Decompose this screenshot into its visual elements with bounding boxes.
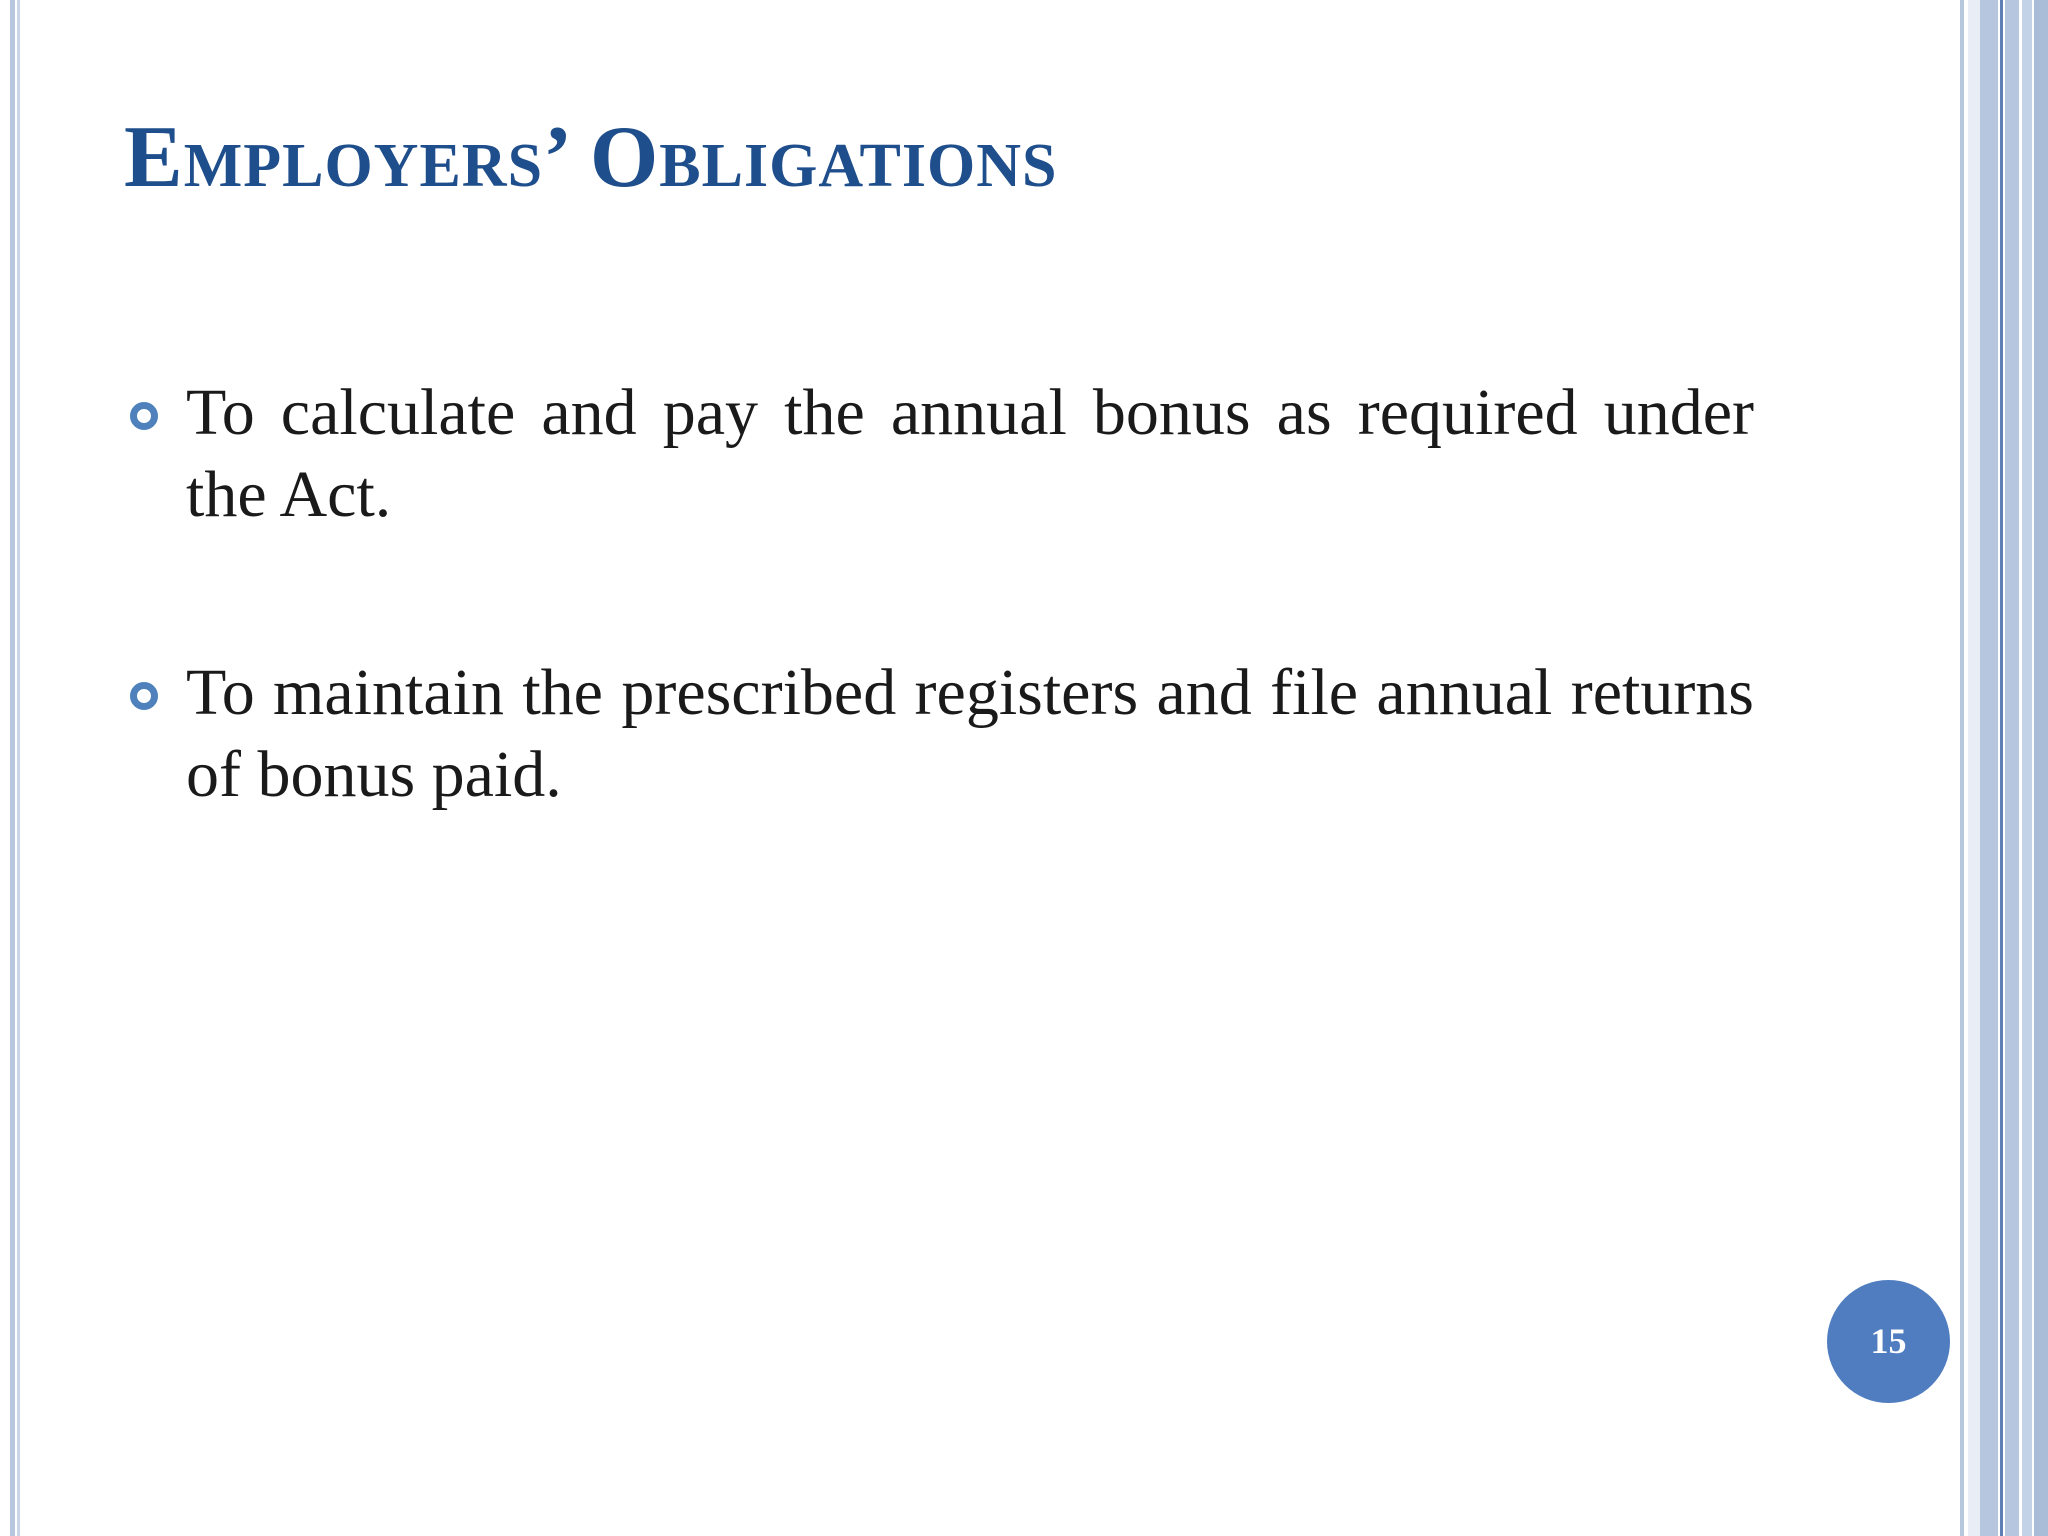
right-border-stripe-3: [1980, 0, 1998, 1536]
bullet-item: [124, 652, 1754, 816]
right-border-stripe-5: [2005, 0, 2019, 1536]
right-border-stripe-1: [1960, 0, 1964, 1536]
right-border-stripe-6: [2022, 0, 2032, 1536]
slide-title: Employers’ Obligations: [124, 109, 1058, 206]
ring-bullet-icon: [130, 402, 158, 430]
bullet-list: [124, 372, 1754, 932]
right-border-stripe-7: [2034, 0, 2048, 1536]
bullet-text: To calculate and pay the annual bonus as required under the Act.: [186, 376, 1754, 531]
right-border-stripe-2: [1968, 0, 1980, 1536]
bullet-text: To maintain the prescribed registers and file annual returns of bonus paid.: [186, 656, 1754, 811]
right-border-stripe-4: [2000, 0, 2003, 1536]
left-border-stripe: [10, 0, 15, 1536]
ring-bullet-icon: [130, 682, 158, 710]
bullet-item: [124, 372, 1754, 536]
page-number-badge: 15: [1827, 1280, 1950, 1403]
left-border-stripe-inner: [17, 0, 20, 1536]
